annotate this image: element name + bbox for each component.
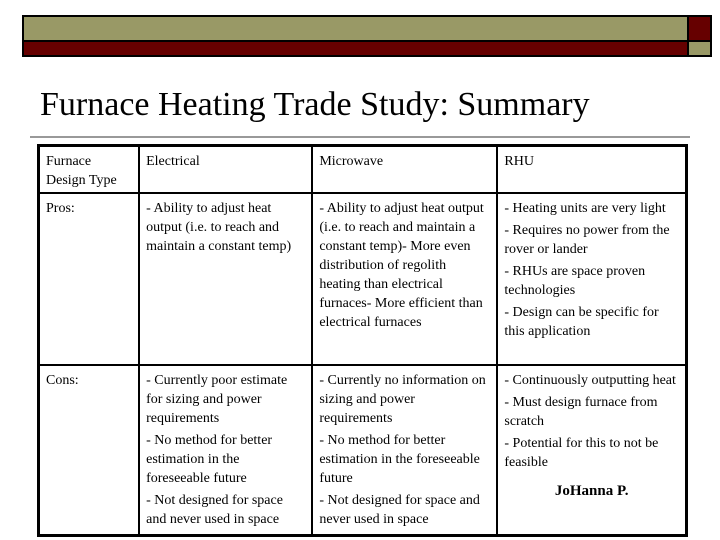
table-row-pros	[39, 193, 687, 365]
title-divider	[30, 136, 690, 138]
bullet: - Potential for this to not be feasible	[504, 436, 659, 470]
header-bar-maroon	[22, 40, 689, 57]
bullet: - Not designed for space and never used in space	[319, 493, 480, 527]
header-cell: Furnace Design Type	[39, 146, 140, 194]
bullet: - Must design furnace from scratch	[504, 395, 658, 429]
slide-title: Furnace Heating Trade Study: Summary	[40, 86, 590, 123]
trade-study-table	[37, 144, 688, 537]
table-cell	[139, 365, 312, 536]
header-cell: Electrical	[139, 146, 312, 194]
table-row-cons	[39, 365, 687, 536]
table-header-row	[39, 146, 687, 194]
bullet: - Currently poor estimate for sizing and power requirements	[146, 373, 288, 426]
table-cell	[312, 193, 497, 365]
bullet: - Ability to adjust heat output (i.e. to reach and maintain a constant temp)	[146, 201, 292, 254]
bullet: - Not designed for space and never used in space	[146, 493, 283, 527]
table-cell	[139, 193, 312, 365]
bullet: - Requires no power from the rover or lander	[504, 223, 670, 257]
bullet: - Continuously outputting heat	[504, 373, 676, 388]
bullet: - Currently no information on sizing and power requirements	[319, 373, 486, 426]
bullet: - Heating units are very light	[504, 201, 666, 216]
bullet: - RHUs are space proven technologies	[504, 264, 646, 298]
header-square-olive	[687, 40, 712, 57]
bullet: - No method for better estimation in the foreseeable future	[146, 433, 273, 486]
table-cell	[497, 193, 686, 365]
table-cell	[497, 365, 686, 536]
header-square-maroon	[687, 15, 712, 42]
table-cell	[312, 365, 497, 536]
header-cell: RHU	[497, 146, 686, 194]
bullet: - Ability to adjust heat output (i.e. to reach and maintain a constant temp)- More even distribution of regolith heating than electrical furnaces- More efficient than electrical furnaces	[319, 201, 484, 330]
header-bar-olive	[22, 15, 689, 42]
row-label: Pros:	[39, 193, 140, 365]
row-label: Cons:	[39, 365, 140, 536]
bullet: - Design can be specific for this application	[504, 305, 659, 339]
bullet: - No method for better estimation in the foreseeable future	[319, 433, 480, 486]
header-cell: Microwave	[312, 146, 497, 194]
author-name: JoHanna P.	[554, 483, 629, 499]
